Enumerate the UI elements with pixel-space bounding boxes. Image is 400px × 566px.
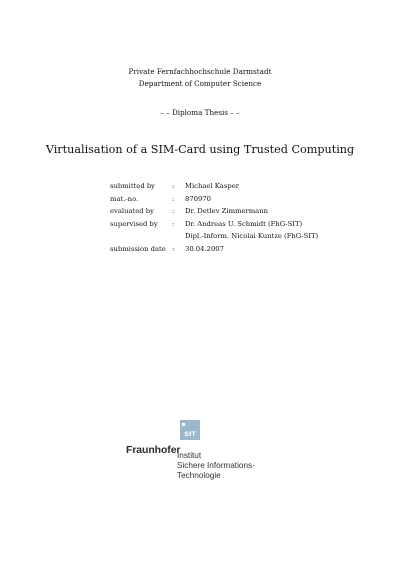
sit-logo-box xyxy=(180,420,200,440)
details-separator: : xyxy=(172,182,175,190)
thesis-details-table xyxy=(110,182,318,258)
details-value: Dr. Detlev Zimmermann xyxy=(185,207,268,216)
details-row-mat-no xyxy=(110,195,318,208)
details-value: Dr. Andreas U. Schmidt (FhG-SIT) xyxy=(185,219,303,228)
university-name: Private Fernfachhochschule Darmstadt xyxy=(128,67,272,76)
details-label xyxy=(110,232,172,245)
details-value: Michael Kasper xyxy=(185,182,239,190)
logo-square-mark xyxy=(182,423,185,426)
details-row-submission-date xyxy=(110,245,318,258)
details-row-submitted-by xyxy=(110,182,318,195)
details-row-supervised-by-2 xyxy=(110,232,318,245)
details-separator: : xyxy=(172,219,175,228)
details-label: evaluated by xyxy=(110,207,154,216)
details-label: mat.-no. xyxy=(110,194,139,203)
details-separator: : xyxy=(172,207,175,216)
details-row-supervised-by xyxy=(110,220,318,233)
sit-logo-text: SIT xyxy=(184,430,196,438)
fraunhofer-sit-logo xyxy=(126,420,276,486)
thesis-type: – – Diploma Thesis – – xyxy=(160,108,240,117)
details-label: submission date xyxy=(110,244,166,253)
details-value: 870970 xyxy=(185,194,211,203)
details-value: Dipl.-Inform. Nicolai Kuntze (FhG-SIT) xyxy=(185,232,319,241)
details-value: 30.04.2007 xyxy=(185,244,224,253)
details-label: supervised by xyxy=(110,219,158,228)
details-separator: : xyxy=(172,194,175,203)
department-name: Department of Computer Science xyxy=(138,79,262,88)
institute-name-line: Institut xyxy=(177,451,202,460)
details-label: submitted by xyxy=(110,182,156,190)
details-separator xyxy=(172,232,185,245)
institute-name-line: Technologie xyxy=(177,471,221,480)
thesis-title: Virtualisation of a SIM-Card using Trusted Computing xyxy=(45,143,355,156)
details-row-evaluated-by xyxy=(110,207,318,220)
details-separator: : xyxy=(172,244,175,253)
institute-name-line: Sichere Informations- xyxy=(177,461,255,470)
fraunhofer-wordmark: Fraunhofer xyxy=(126,444,181,456)
